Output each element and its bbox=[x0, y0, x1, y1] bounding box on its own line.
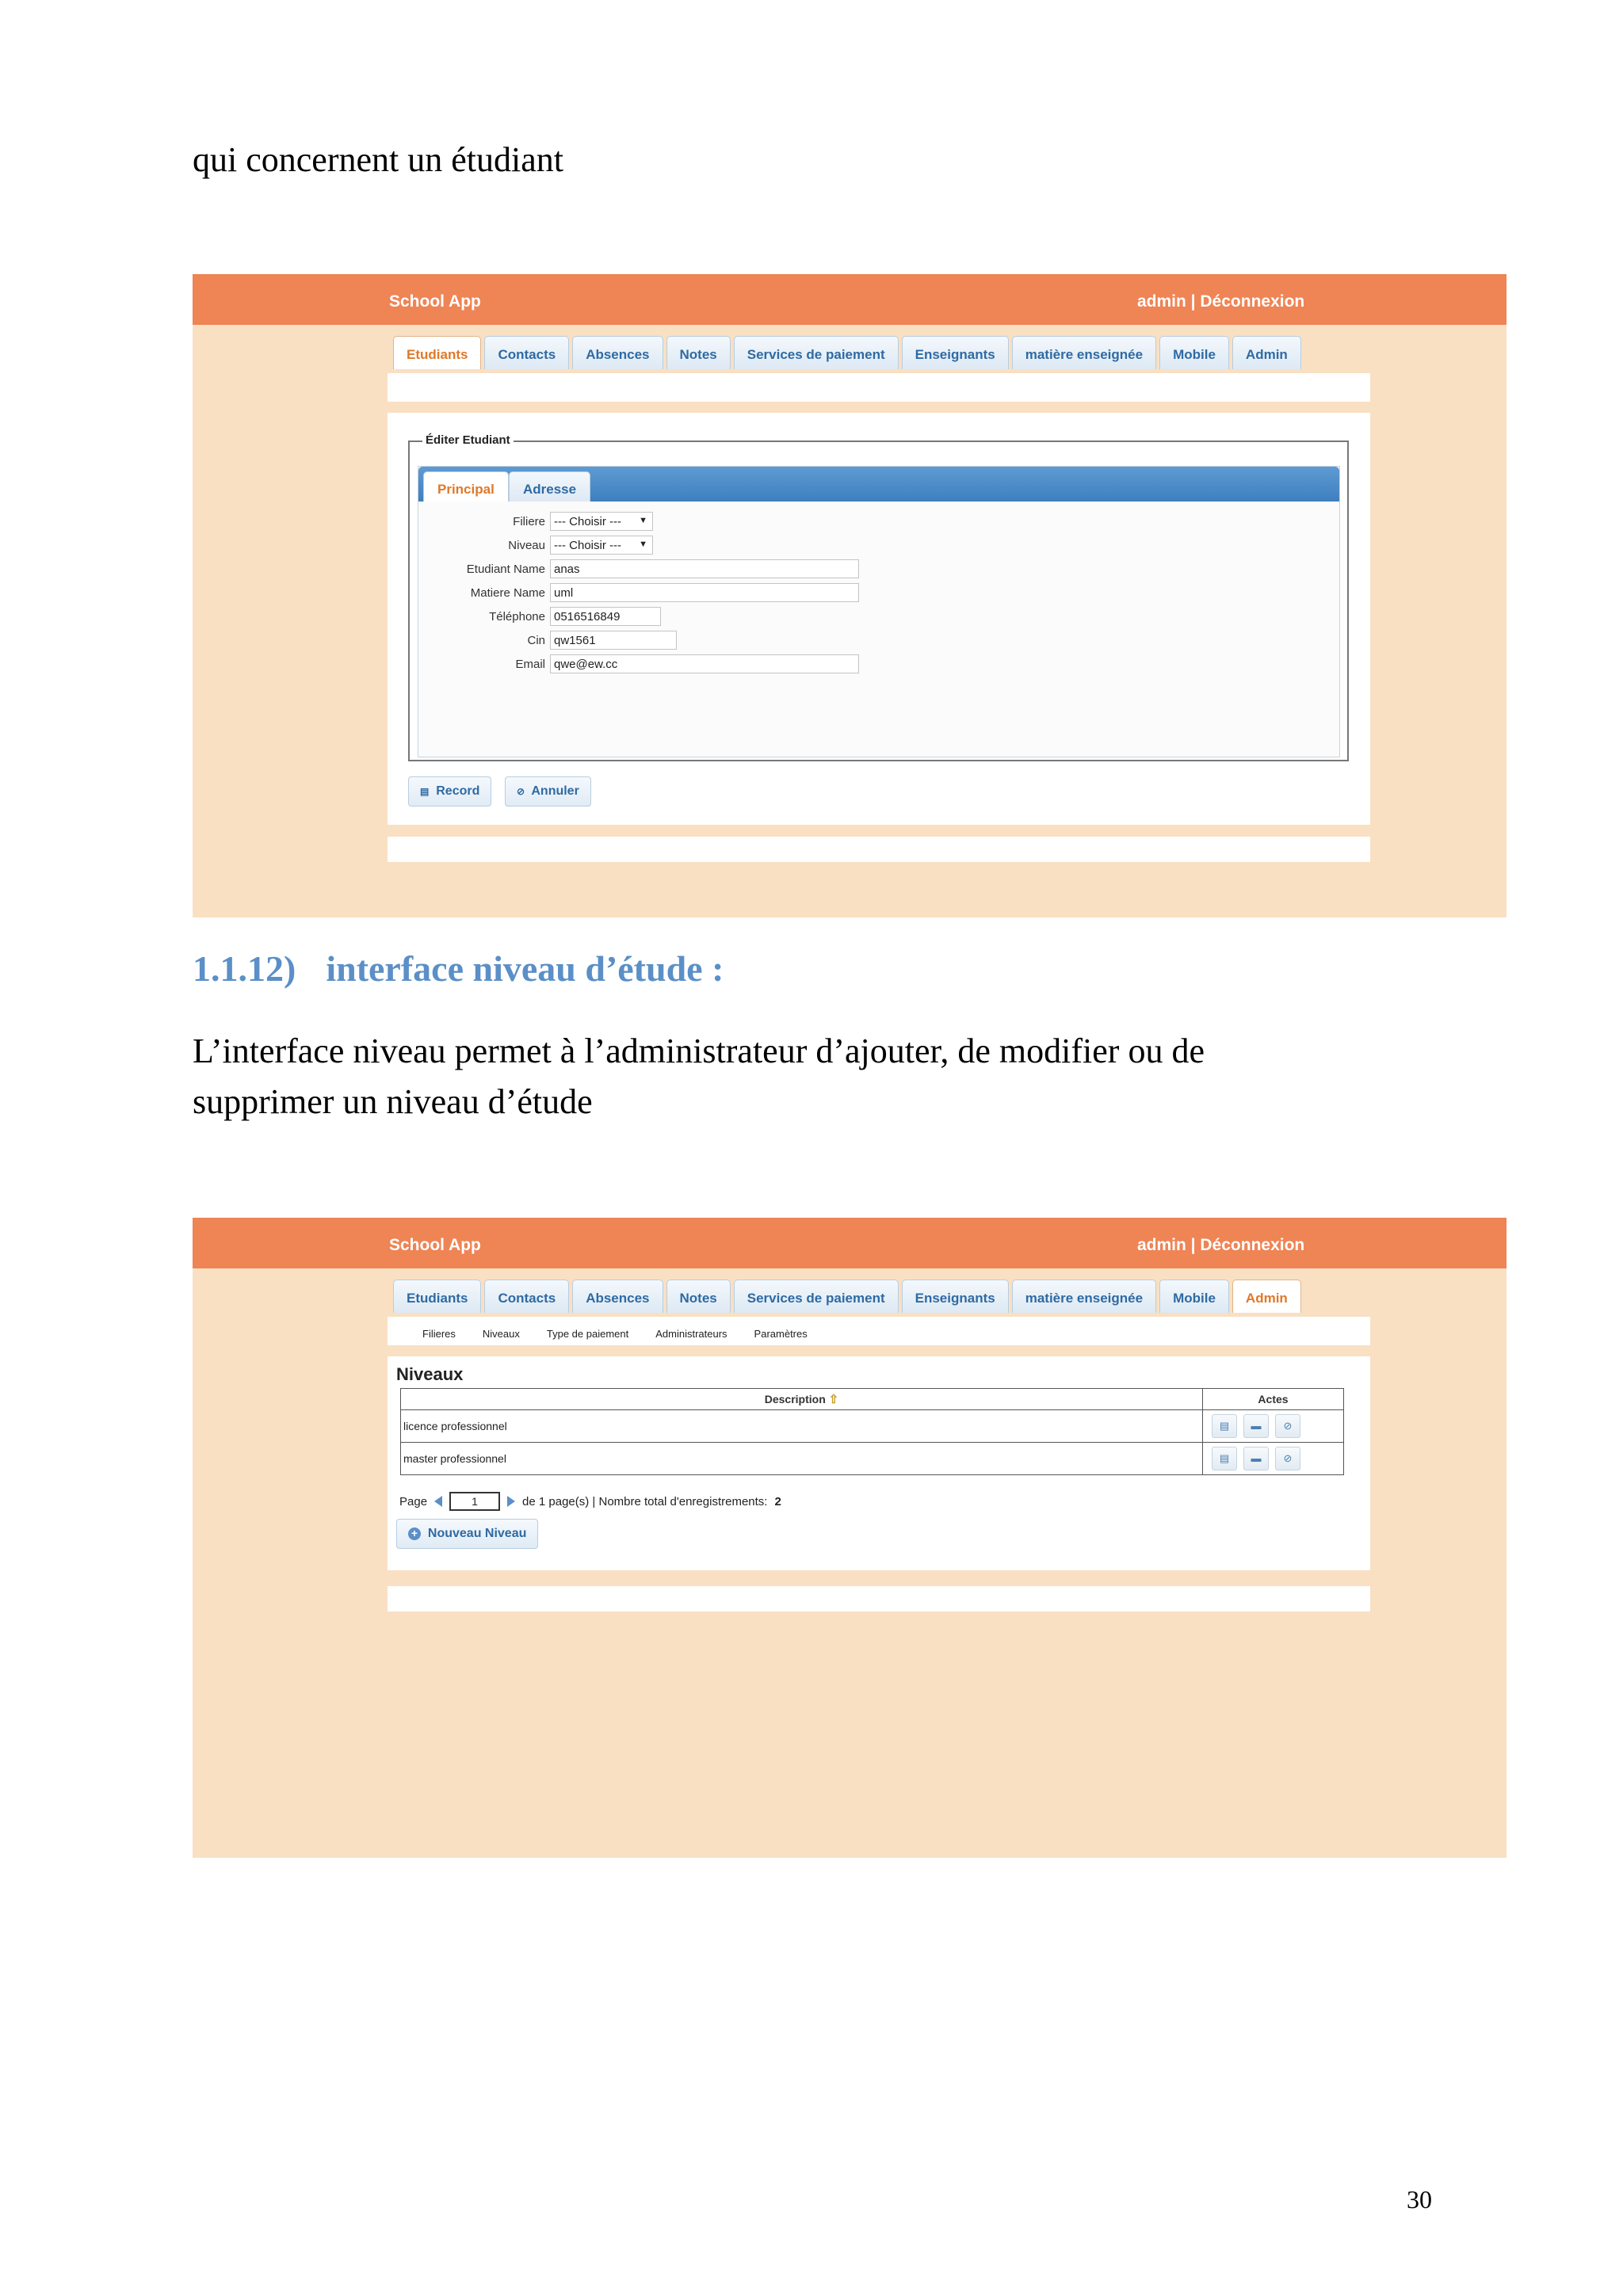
select-value: --- Choisir --- bbox=[554, 539, 621, 552]
form-tab-panel bbox=[418, 466, 1340, 757]
tab-admin[interactable]: Admin bbox=[1232, 336, 1301, 369]
footer-strip bbox=[388, 1586, 1370, 1611]
tab-notes[interactable]: Notes bbox=[666, 1280, 731, 1313]
section-title: interface niveau d’étude : bbox=[326, 948, 724, 989]
tab-notes[interactable]: Notes bbox=[666, 336, 731, 369]
filiere-select[interactable] bbox=[550, 512, 653, 531]
etudiant-name-input[interactable]: anas bbox=[550, 559, 859, 578]
view-icon[interactable]: ▤ bbox=[1212, 1414, 1237, 1438]
column-description-label: Description bbox=[764, 1393, 826, 1405]
record-button[interactable] bbox=[408, 776, 491, 807]
user-links[interactable]: admin | Déconnexion bbox=[1137, 292, 1305, 311]
tab-adresse[interactable]: Adresse bbox=[509, 471, 590, 502]
new-niveau-label: Nouveau Niveau bbox=[427, 1527, 527, 1540]
footer-strip bbox=[388, 837, 1370, 862]
tab-services-de-paiement[interactable]: Services de paiement bbox=[734, 1280, 899, 1313]
tab-etudiants[interactable]: Etudiants bbox=[393, 336, 481, 369]
column-description[interactable] bbox=[401, 1389, 1203, 1410]
app-header bbox=[193, 1218, 1507, 1268]
email-label: Email bbox=[515, 658, 545, 671]
admin-subnav bbox=[388, 1317, 1370, 1340]
filiere-label: Filiere bbox=[513, 515, 545, 528]
row-description: master professionnel bbox=[401, 1443, 1203, 1475]
telephone-label: Téléphone bbox=[489, 610, 545, 624]
select-value: --- Choisir --- bbox=[554, 515, 621, 528]
niveau-label: Niveau bbox=[508, 539, 545, 552]
form-row-niveau bbox=[418, 536, 1338, 556]
tab-absences[interactable]: Absences bbox=[572, 1280, 663, 1313]
row-actions bbox=[1203, 1410, 1344, 1443]
intro-text: qui concernent un étudiant bbox=[193, 140, 563, 179]
main-tabs bbox=[393, 336, 1301, 369]
tab-mobile[interactable]: Mobile bbox=[1159, 1280, 1229, 1313]
main-tabs bbox=[393, 1280, 1301, 1313]
subnav-type-de-paiement[interactable]: Type de paiement bbox=[546, 1328, 629, 1340]
next-page-icon[interactable] bbox=[507, 1496, 515, 1507]
save-icon: ▤ bbox=[420, 786, 430, 797]
chevron-down-icon: ▼ bbox=[639, 516, 647, 525]
tab-services-de-paiement[interactable]: Services de paiement bbox=[734, 336, 899, 369]
prev-page-icon[interactable] bbox=[434, 1496, 442, 1507]
tab-matiere-enseignee[interactable]: matière enseignée bbox=[1012, 1280, 1156, 1313]
column-actions: Actes bbox=[1203, 1389, 1344, 1410]
table-row[interactable] bbox=[401, 1410, 1344, 1443]
etudiant-name-label: Etudiant Name bbox=[466, 563, 545, 576]
row-actions bbox=[1203, 1443, 1344, 1475]
niveaux-table bbox=[400, 1388, 1344, 1475]
subnav-niveaux[interactable]: Niveaux bbox=[482, 1328, 520, 1340]
form-row-filiere bbox=[418, 512, 1338, 532]
cin-input[interactable]: qw1561 bbox=[550, 631, 677, 650]
matiere-name-input[interactable]: uml bbox=[550, 583, 859, 602]
tab-absences[interactable]: Absences bbox=[572, 336, 663, 369]
cancel-icon: ⊘ bbox=[517, 786, 525, 797]
content-panel bbox=[388, 413, 1370, 825]
form-row-etudiant-name bbox=[418, 559, 1338, 580]
niveau-select[interactable] bbox=[550, 536, 653, 555]
chevron-down-icon: ▼ bbox=[639, 540, 647, 549]
sub-nav-strip bbox=[388, 1317, 1370, 1345]
telephone-input[interactable]: 0516516849 bbox=[550, 607, 661, 626]
row-description: licence professionnel bbox=[401, 1410, 1203, 1443]
edit-student-screenshot bbox=[193, 274, 1507, 917]
edit-folder-icon[interactable]: ▬ bbox=[1243, 1414, 1269, 1438]
app-title[interactable]: School App bbox=[389, 1236, 481, 1254]
fieldset-legend: Éditer Etudiant bbox=[422, 433, 514, 447]
paragraph-line-2: supprimer un niveau d’étude bbox=[193, 1082, 593, 1121]
page-input[interactable]: 1 bbox=[449, 1492, 500, 1511]
niveaux-title: Niveaux bbox=[396, 1364, 464, 1384]
edit-student-fieldset bbox=[408, 433, 1349, 761]
sub-nav-strip bbox=[388, 373, 1370, 402]
subnav-administrateurs[interactable]: Administrateurs bbox=[655, 1328, 727, 1340]
pager-summary: de 1 page(s) | Nombre total d'enregistrements: bbox=[522, 1494, 768, 1508]
email-input[interactable]: qwe@ew.cc bbox=[550, 654, 859, 673]
paragraph-line-1: L’interface niveau permet à l’administrateur d’ajouter, de modifier ou de bbox=[193, 1032, 1205, 1070]
cancel-button[interactable] bbox=[505, 776, 591, 807]
pager bbox=[399, 1492, 781, 1511]
view-icon[interactable]: ▤ bbox=[1212, 1447, 1237, 1470]
sort-up-icon: ⇧ bbox=[828, 1393, 839, 1406]
content-wrapper bbox=[193, 1356, 1507, 1858]
niveaux-screenshot bbox=[193, 1218, 1507, 1858]
matiere-name-label: Matiere Name bbox=[470, 586, 545, 600]
delete-icon[interactable]: ⊘ bbox=[1275, 1414, 1300, 1438]
tab-mobile[interactable]: Mobile bbox=[1159, 336, 1229, 369]
section-heading bbox=[193, 948, 724, 990]
form-row-matiere-name bbox=[418, 583, 1338, 604]
section-paragraph bbox=[193, 1026, 1205, 1127]
form-row-cin bbox=[418, 631, 1338, 651]
form-tab-bar bbox=[418, 467, 1339, 502]
record-label: Record bbox=[436, 784, 480, 798]
app-title[interactable]: School App bbox=[389, 292, 481, 311]
edit-folder-icon[interactable]: ▬ bbox=[1243, 1447, 1269, 1470]
form-row-email bbox=[418, 654, 1338, 675]
tab-contacts[interactable]: Contacts bbox=[484, 336, 569, 369]
tab-enseignants[interactable]: Enseignants bbox=[902, 336, 1009, 369]
tab-enseignants[interactable]: Enseignants bbox=[902, 1280, 1009, 1313]
app-header bbox=[193, 274, 1507, 325]
tab-principal[interactable]: Principal bbox=[423, 471, 509, 502]
tab-contacts[interactable]: Contacts bbox=[484, 1280, 569, 1313]
table-row[interactable] bbox=[401, 1443, 1344, 1475]
subnav-filieres[interactable]: Filieres bbox=[422, 1328, 456, 1340]
pager-total: 2 bbox=[774, 1494, 781, 1508]
section-number: 1.1.12) bbox=[193, 948, 296, 989]
tab-etudiants[interactable]: Etudiants bbox=[393, 1280, 481, 1313]
page-label: Page bbox=[399, 1494, 428, 1508]
tab-matiere-enseignee[interactable]: matière enseignée bbox=[1012, 336, 1156, 369]
add-icon: + bbox=[408, 1527, 421, 1540]
cancel-label: Annuler bbox=[531, 784, 579, 798]
delete-icon[interactable]: ⊘ bbox=[1275, 1447, 1300, 1470]
new-niveau-button[interactable] bbox=[396, 1519, 538, 1549]
form-row-telephone bbox=[418, 607, 1338, 627]
user-links[interactable]: admin | Déconnexion bbox=[1137, 1236, 1305, 1254]
cin-label: Cin bbox=[527, 634, 545, 647]
page-number: 30 bbox=[1407, 2185, 1432, 2214]
tab-admin[interactable]: Admin bbox=[1232, 1280, 1301, 1313]
subnav-parametres[interactable]: Paramètres bbox=[754, 1328, 808, 1340]
